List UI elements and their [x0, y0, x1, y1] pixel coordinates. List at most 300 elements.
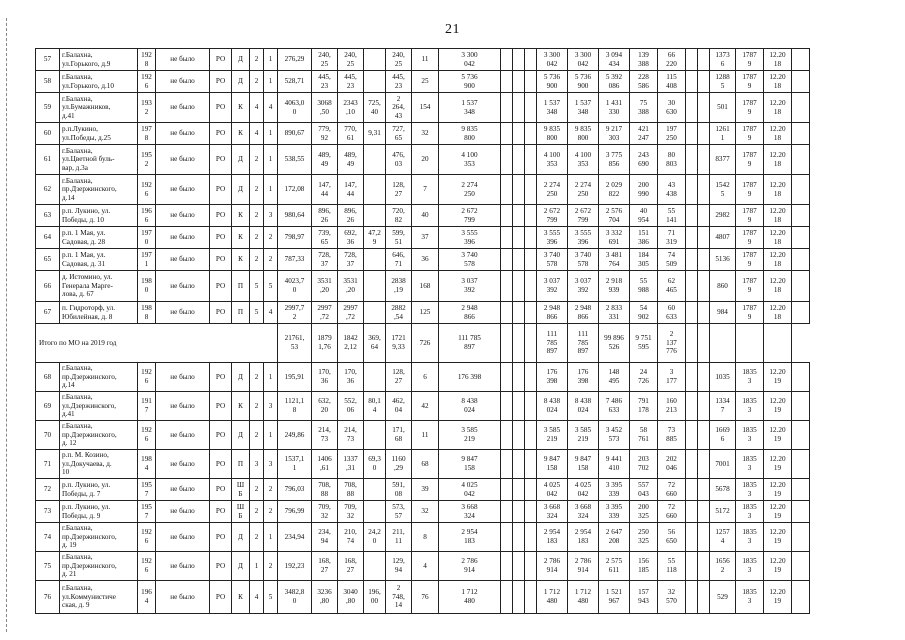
- table-cell: 2 748, 14: [386, 581, 412, 614]
- table-cell: 3 395 339: [599, 501, 630, 523]
- table-cell: 3 177: [658, 363, 686, 392]
- table-cell: 2 029 822: [599, 175, 630, 205]
- table-cell: 62 465: [658, 271, 686, 302]
- table-cell: [501, 552, 513, 581]
- address-cell: п. Гидроторф, ул. Юбилейная, д. 8: [60, 302, 138, 324]
- table-cell: 1 431 330: [599, 93, 630, 123]
- table-cell: [686, 123, 698, 145]
- table-cell: 591, 08: [386, 479, 412, 501]
- table-cell: 3 395 339: [599, 479, 630, 501]
- table-cell: 2 672 799: [537, 205, 568, 227]
- total-cell: 726: [412, 324, 439, 363]
- table-cell: 12.20 18: [764, 271, 792, 302]
- table-cell: 4 025 042: [439, 479, 501, 501]
- table-cell: 1257 4: [710, 523, 736, 552]
- table-cell: 9 847 158: [537, 450, 568, 479]
- table-cell: 170, 36: [312, 363, 338, 392]
- table-cell: не было: [156, 93, 210, 123]
- table-cell: 12.20 19: [764, 479, 792, 501]
- table-cell: [686, 49, 698, 71]
- table-cell: не было: [156, 175, 210, 205]
- table-cell: 4 025 042: [568, 479, 599, 501]
- table-cell: 1334 7: [710, 392, 736, 421]
- table-cell: 2 786 914: [568, 552, 599, 581]
- table-cell: 728, 37: [338, 249, 364, 271]
- table-cell: 240, 25: [338, 49, 364, 71]
- table-cell: не было: [156, 271, 210, 302]
- table-cell: РО: [210, 501, 232, 523]
- table-cell: 980,64: [278, 205, 312, 227]
- table-cell: 445, 23: [312, 71, 338, 93]
- table-cell: 72 660: [658, 501, 686, 523]
- table-cell: [698, 421, 710, 450]
- table-cell: 3531 ,20: [338, 271, 364, 302]
- table-cell: [792, 205, 810, 227]
- table-cell: 80,1 4: [364, 392, 386, 421]
- table-cell: не было: [156, 249, 210, 271]
- table-cell: 9 835 800: [568, 123, 599, 145]
- table-cell: 12.20 18: [764, 49, 792, 71]
- table-cell: 240, 25: [386, 49, 412, 71]
- table-cell: РО: [210, 49, 232, 71]
- table-cell: 176 398: [568, 363, 599, 392]
- row-number-cell: 58: [36, 71, 60, 93]
- table-cell: 2997,7 2: [278, 302, 312, 324]
- table-cell: 1: [250, 552, 264, 581]
- address-cell: р.п. 1 Мая, ул. Садовая, д. 31: [60, 249, 138, 271]
- table-cell: 8 438 024: [537, 392, 568, 421]
- table-cell: 3 740 578: [537, 249, 568, 271]
- total-cell: [513, 324, 525, 363]
- table-cell: [501, 501, 513, 523]
- table-cell: 12.20 19: [764, 581, 792, 614]
- table-cell: [364, 71, 386, 93]
- table-cell: 234,94: [278, 523, 312, 552]
- table-cell: 476, 03: [386, 145, 412, 175]
- table-cell: 191 7: [138, 392, 156, 421]
- page-number: 21: [445, 22, 460, 37]
- table-cell: [513, 479, 525, 501]
- table-cell: [792, 392, 810, 421]
- table-cell: 40: [412, 205, 439, 227]
- table-cell: 200 990: [630, 175, 658, 205]
- table-cell: 1669 6: [710, 421, 736, 450]
- table-cell: [364, 421, 386, 450]
- table-cell: 1787 9: [736, 227, 764, 249]
- table-cell: 2 576 704: [599, 205, 630, 227]
- address-cell: р.п. 1 Мая, ул. Садовая, д. 28: [60, 227, 138, 249]
- table-cell: [513, 421, 525, 450]
- table-cell: 798,97: [278, 227, 312, 249]
- table-cell: 12.20 19: [764, 523, 792, 552]
- table-cell: [525, 71, 537, 93]
- table-cell: 6: [412, 363, 439, 392]
- table-cell: 2 672 799: [439, 205, 501, 227]
- table-cell: РО: [210, 450, 232, 479]
- table-cell: 40 954: [630, 205, 658, 227]
- table-cell: 2997 ,72: [312, 302, 338, 324]
- table-cell: [792, 581, 810, 614]
- total-cell: 99 896 526: [599, 324, 630, 363]
- table-cell: [513, 123, 525, 145]
- table-cell: 1: [264, 175, 278, 205]
- table-cell: [698, 145, 710, 175]
- table-cell: [698, 71, 710, 93]
- total-cell: [736, 324, 764, 363]
- table-cell: 139 388: [630, 49, 658, 71]
- table-cell: 1121,1 8: [278, 392, 312, 421]
- table-cell: 8 438 024: [439, 392, 501, 421]
- table-cell: 5: [250, 302, 264, 324]
- table-cell: 203 702: [630, 450, 658, 479]
- table-row: [36, 249, 810, 271]
- table-cell: 3040 ,80: [338, 581, 364, 614]
- table-cell: 1787 9: [736, 71, 764, 93]
- table-cell: 3482,8 0: [278, 581, 312, 614]
- table-cell: 1: [264, 49, 278, 71]
- table-cell: [525, 123, 537, 145]
- table-cell: Д: [232, 175, 250, 205]
- table-cell: 3 740 578: [439, 249, 501, 271]
- table-cell: 1 537 348: [537, 93, 568, 123]
- table-cell: 2: [250, 175, 264, 205]
- table-cell: [501, 581, 513, 614]
- table-cell: 170, 36: [338, 363, 364, 392]
- table-cell: 2: [264, 227, 278, 249]
- table-cell: [525, 145, 537, 175]
- table-cell: 25: [412, 71, 439, 93]
- table-cell: 1835 3: [736, 479, 764, 501]
- table-cell: 9,31: [364, 123, 386, 145]
- table-cell: [792, 249, 810, 271]
- table-cell: 128, 27: [386, 175, 412, 205]
- table-cell: 249,86: [278, 421, 312, 450]
- table-cell: [513, 93, 525, 123]
- table-cell: 4: [412, 552, 439, 581]
- table-cell: 160 213: [658, 392, 686, 421]
- table-cell: [792, 552, 810, 581]
- table-cell: 984: [710, 302, 736, 324]
- table-cell: 2 786 914: [439, 552, 501, 581]
- table-cell: [364, 249, 386, 271]
- table-cell: 3 740 578: [568, 249, 599, 271]
- table-cell: не было: [156, 123, 210, 145]
- table-cell: 198 8: [138, 302, 156, 324]
- table-cell: 54 902: [630, 302, 658, 324]
- table-cell: 7 486 633: [599, 392, 630, 421]
- table-cell: 276,29: [278, 49, 312, 71]
- table-cell: [525, 552, 537, 581]
- table-cell: 2 954 183: [568, 523, 599, 552]
- table-cell: РО: [210, 552, 232, 581]
- table-cell: [513, 552, 525, 581]
- table-cell: [364, 205, 386, 227]
- table-cell: [698, 123, 710, 145]
- table-row: [36, 302, 810, 324]
- address-cell: р.п. Лукино, ул. Победы, д. 10: [60, 205, 138, 227]
- table-cell: 24,2 0: [364, 523, 386, 552]
- table-cell: [525, 249, 537, 271]
- table-cell: 195 7: [138, 501, 156, 523]
- total-cell: 1879 1,76: [312, 324, 338, 363]
- table-cell: 4023,7 0: [278, 271, 312, 302]
- table-cell: 197 0: [138, 227, 156, 249]
- table-cell: [686, 302, 698, 324]
- table-cell: 2 274 250: [537, 175, 568, 205]
- table-cell: [513, 145, 525, 175]
- table-cell: 1: [264, 71, 278, 93]
- table-cell: 3: [250, 450, 264, 479]
- table-cell: [501, 450, 513, 479]
- table-cell: 3 775 856: [599, 145, 630, 175]
- table-cell: 2: [264, 501, 278, 523]
- table-cell: 3 094 434: [599, 49, 630, 71]
- table-cell: 3236 ,80: [312, 581, 338, 614]
- table-cell: [525, 175, 537, 205]
- table-cell: 128, 27: [386, 363, 412, 392]
- table-cell: [501, 302, 513, 324]
- address-cell: г.Балахна, пр.Дзержинского, д. 21: [60, 552, 138, 581]
- table-cell: 796,99: [278, 501, 312, 523]
- table-cell: 3: [264, 205, 278, 227]
- table-cell: 12.20 18: [764, 123, 792, 145]
- table-cell: 1 521 967: [599, 581, 630, 614]
- table-cell: 1656 2: [710, 552, 736, 581]
- table-cell: РО: [210, 249, 232, 271]
- table-cell: 192,23: [278, 552, 312, 581]
- table-cell: 1: [264, 123, 278, 145]
- table-cell: [698, 581, 710, 614]
- table-cell: [501, 421, 513, 450]
- address-cell: р.п.Лукино, ул.Победы, д.25: [60, 123, 138, 145]
- table-cell: 896, 26: [338, 205, 364, 227]
- table-cell: 2: [250, 49, 264, 71]
- table-cell: [525, 271, 537, 302]
- table-cell: 4: [250, 93, 264, 123]
- table-cell: 1: [264, 363, 278, 392]
- housing-program-table: [35, 48, 810, 614]
- table-cell: 1835 3: [736, 501, 764, 523]
- table-cell: 728, 37: [312, 249, 338, 271]
- table-cell: 2: [250, 501, 264, 523]
- address-cell: г.Балахна, пр.Дзержинского, д.14: [60, 175, 138, 205]
- table-cell: 3 668 324: [537, 501, 568, 523]
- table-cell: 39: [412, 479, 439, 501]
- table-cell: 210, 74: [338, 523, 364, 552]
- table-cell: 1406 ,61: [312, 450, 338, 479]
- address-cell: г.Балахна, ул.Горького, д.10: [60, 71, 138, 93]
- table-cell: 787,33: [278, 249, 312, 271]
- table-cell: [364, 501, 386, 523]
- table-cell: [525, 523, 537, 552]
- table-cell: [698, 302, 710, 324]
- table-cell: [686, 523, 698, 552]
- table-cell: 47,2 9: [364, 227, 386, 249]
- total-cell: [764, 324, 792, 363]
- table-cell: 1337 ,31: [338, 450, 364, 479]
- table-row: [36, 392, 810, 421]
- table-cell: 727, 65: [386, 123, 412, 145]
- table-cell: 12.20 18: [764, 145, 792, 175]
- table-cell: 192 6: [138, 421, 156, 450]
- table-cell: 2 575 611: [599, 552, 630, 581]
- table-cell: не было: [156, 581, 210, 614]
- table-cell: К: [232, 392, 250, 421]
- table-cell: 3 037 392: [439, 271, 501, 302]
- table-cell: 32: [412, 123, 439, 145]
- table-cell: 528,71: [278, 71, 312, 93]
- table-cell: [792, 479, 810, 501]
- table-cell: [698, 479, 710, 501]
- table-cell: [513, 227, 525, 249]
- table-cell: 2 274 250: [568, 175, 599, 205]
- table-cell: 1787 9: [736, 271, 764, 302]
- table-cell: 1835 3: [736, 581, 764, 614]
- table-cell: 1 712 480: [537, 581, 568, 614]
- table-cell: 2 274 250: [439, 175, 501, 205]
- table-cell: 1787 9: [736, 175, 764, 205]
- table-cell: 195 2: [138, 145, 156, 175]
- table-cell: 860: [710, 271, 736, 302]
- table-cell: [501, 49, 513, 71]
- table-cell: РО: [210, 421, 232, 450]
- table-cell: не было: [156, 71, 210, 93]
- table-cell: [686, 363, 698, 392]
- table-cell: 8 438 024: [568, 392, 599, 421]
- table-cell: 1 537 348: [568, 93, 599, 123]
- table-cell: 148 495: [599, 363, 630, 392]
- table-cell: [525, 581, 537, 614]
- table-row: [36, 581, 810, 614]
- table-cell: 4: [250, 581, 264, 614]
- table-row: [36, 363, 810, 392]
- table-cell: [792, 363, 810, 392]
- row-number-cell: 74: [36, 523, 60, 552]
- address-cell: р.п. М. Козино, ул.Докучаева, д. 10: [60, 450, 138, 479]
- table-cell: 489, 49: [338, 145, 364, 175]
- table-cell: 1835 3: [736, 523, 764, 552]
- total-cell: [710, 324, 736, 363]
- table-cell: [792, 71, 810, 93]
- table-cell: 796,03: [278, 479, 312, 501]
- table-cell: 1: [264, 145, 278, 175]
- table-cell: 4 100 353: [439, 145, 501, 175]
- table-cell: 60 633: [658, 302, 686, 324]
- table-cell: 709, 32: [312, 501, 338, 523]
- table-cell: [792, 145, 810, 175]
- table-cell: 896, 26: [312, 205, 338, 227]
- table-cell: 2: [250, 249, 264, 271]
- table-cell: 1787 9: [736, 49, 764, 71]
- table-cell: [698, 501, 710, 523]
- table-cell: 2: [250, 227, 264, 249]
- table-cell: Д: [232, 49, 250, 71]
- table-cell: [501, 271, 513, 302]
- table-cell: 739, 65: [312, 227, 338, 249]
- row-number-cell: 65: [36, 249, 60, 271]
- table-cell: 2: [250, 523, 264, 552]
- table-cell: 1288 5: [710, 71, 736, 93]
- table-cell: 2 786 914: [537, 552, 568, 581]
- table-cell: 1787 9: [736, 145, 764, 175]
- table-cell: 2: [250, 71, 264, 93]
- table-cell: [698, 227, 710, 249]
- table-cell: 4: [264, 93, 278, 123]
- table-cell: 151 386: [630, 227, 658, 249]
- table-cell: не было: [156, 205, 210, 227]
- table-cell: 30 630: [658, 93, 686, 123]
- table-cell: 3 300 042: [439, 49, 501, 71]
- table-cell: 240, 25: [312, 49, 338, 71]
- table-cell: РО: [210, 205, 232, 227]
- table-cell: [686, 71, 698, 93]
- table-cell: 73 885: [658, 421, 686, 450]
- table-cell: не было: [156, 145, 210, 175]
- table-cell: Д: [232, 145, 250, 175]
- table-cell: [513, 205, 525, 227]
- table-cell: не было: [156, 49, 210, 71]
- table-row: [36, 523, 810, 552]
- table-cell: 9 847 158: [439, 450, 501, 479]
- table-cell: [686, 450, 698, 479]
- table-row: [36, 71, 810, 93]
- table-cell: [501, 93, 513, 123]
- table-cell: Д: [232, 363, 250, 392]
- table-cell: [525, 501, 537, 523]
- row-number-cell: 57: [36, 49, 60, 71]
- table-cell: 5678: [710, 479, 736, 501]
- table-cell: 3 332 691: [599, 227, 630, 249]
- table-cell: 12.20 18: [764, 205, 792, 227]
- table-cell: 8: [412, 523, 439, 552]
- table-cell: [501, 175, 513, 205]
- table-cell: 3 300 042: [568, 49, 599, 71]
- table-cell: 198 4: [138, 450, 156, 479]
- table-cell: 2: [250, 421, 264, 450]
- table-cell: [698, 93, 710, 123]
- table-cell: [513, 271, 525, 302]
- table-cell: [501, 71, 513, 93]
- table-cell: 2882 ,54: [386, 302, 412, 324]
- address-cell: г.Балахна, пр.Дзержинского, д. 12: [60, 421, 138, 450]
- table-cell: 489, 49: [312, 145, 338, 175]
- table-cell: 779, 92: [312, 123, 338, 145]
- table-cell: [501, 523, 513, 552]
- table-cell: 708, 88: [312, 479, 338, 501]
- table-cell: 171, 68: [386, 421, 412, 450]
- table-cell: 12.20 19: [764, 421, 792, 450]
- table-cell: 168, 27: [312, 552, 338, 581]
- table-cell: [686, 392, 698, 421]
- table-cell: [501, 205, 513, 227]
- table-cell: [525, 363, 537, 392]
- table-cell: 9 835 800: [537, 123, 568, 145]
- table-cell: 3 555 396: [439, 227, 501, 249]
- table-cell: 156 185: [630, 552, 658, 581]
- table-cell: 5172: [710, 501, 736, 523]
- table-cell: [364, 479, 386, 501]
- table-cell: 3 481 764: [599, 249, 630, 271]
- table-cell: 421 247: [630, 123, 658, 145]
- table-cell: 12.20 19: [764, 392, 792, 421]
- table-cell: 1542 5: [710, 175, 736, 205]
- table-cell: 168: [412, 271, 439, 302]
- table-cell: 2: [250, 479, 264, 501]
- table-cell: 5 736 900: [537, 71, 568, 93]
- table-cell: не было: [156, 552, 210, 581]
- table-cell: [513, 363, 525, 392]
- table-row: [36, 145, 810, 175]
